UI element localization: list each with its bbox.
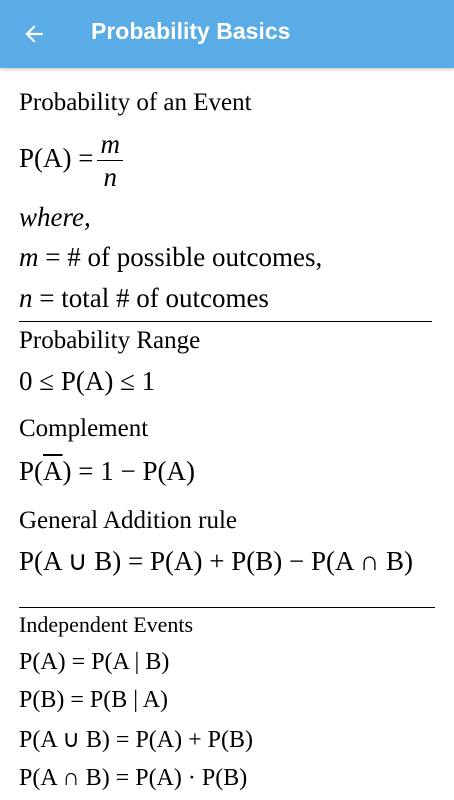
formula-range: 0 ≤ P(A) ≤ 1 — [19, 366, 156, 396]
complement-post: ) = 1 − P(A) — [62, 456, 195, 486]
n-variable: n — [19, 283, 33, 313]
formula-addition: P(A ∪ B) = P(A) + P(B) − P(A ∩ B) — [19, 546, 413, 576]
formula-probability-event — [19, 130, 123, 192]
back-button[interactable] — [14, 14, 54, 54]
complement-bar-a: $\overline{A}$ — [43, 456, 63, 486]
divider — [19, 607, 435, 608]
m-definition — [19, 244, 322, 271]
section-title-range: Probability Range — [19, 327, 201, 354]
m-variable: m — [19, 242, 39, 272]
formula-independent-1: P(A) = P(A | B) — [19, 649, 170, 675]
formula-independent-2: P(B) = P(B | A) — [19, 687, 169, 713]
section-title-independent: Independent Events — [19, 612, 194, 637]
n-definition-text: = total # of outcomes — [32, 283, 269, 313]
complement-pre: P( — [19, 456, 44, 486]
page-title: Probability Basics — [91, 18, 291, 44]
formula-independent-4: P(A ∩ B) = P(A) · P(B) — [19, 765, 248, 791]
fraction — [97, 130, 123, 192]
arrow-back-icon — [21, 21, 47, 47]
section-title-addition: General Addition rule — [19, 507, 237, 534]
formula-lhs: P(A) = — [19, 143, 94, 174]
section-title-event: Probability of an Event — [19, 89, 252, 116]
app-bar — [0, 0, 454, 68]
formula-complement — [19, 458, 195, 485]
divider — [19, 321, 432, 322]
where-label: where, — [19, 202, 91, 232]
formula-content — [0, 68, 454, 800]
n-definition — [19, 285, 269, 312]
m-definition-text: = # of possible outcomes, — [38, 242, 323, 272]
formula-independent-3: P(A ∪ B) = P(A) + P(B) — [19, 727, 253, 753]
fraction-numerator: m — [97, 130, 123, 161]
fraction-denominator: n — [103, 162, 117, 193]
section-title-complement: Complement — [19, 415, 149, 442]
